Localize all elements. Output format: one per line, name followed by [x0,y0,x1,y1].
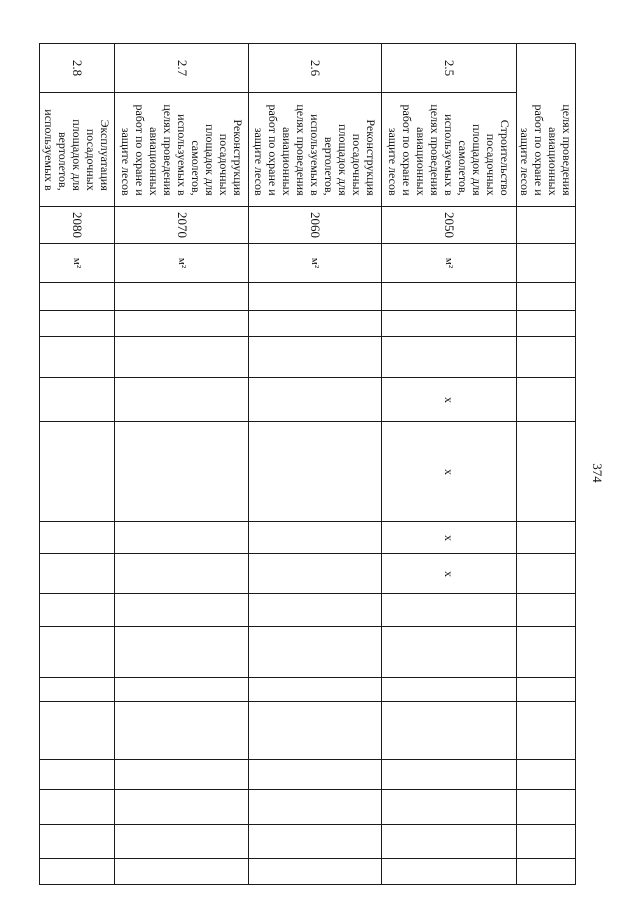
row-description [42,109,112,190]
row-code-cell [40,207,114,243]
row-code: 2060 [308,212,323,238]
row-description [386,104,512,195]
desc-line: защите лесов [386,127,400,196]
column-rule [39,593,576,594]
column-rule [39,282,576,283]
row-description-cell [382,93,516,206]
header-line: защите лесов [518,127,532,196]
column-rule [39,626,576,627]
desc-line: вертолетов, [322,136,336,196]
desc-line: площадок для [202,123,217,196]
column-rule [39,789,576,790]
column-rule [39,677,576,678]
row-unit-cell [382,244,516,282]
row-code: 2050 [442,212,457,238]
mark-x: х [442,570,456,577]
desc-line: используемых в [174,113,189,196]
row-description-cell [40,93,114,206]
column-rule [39,824,576,825]
column-rule [39,336,576,337]
row-unit: м² [309,257,321,269]
desc-line: целях проведения [294,103,308,196]
row-number: 2.7 [174,59,190,77]
row-number-cell [382,44,516,92]
mark-cell [382,422,516,521]
row-description [119,104,245,195]
desc-line: вертолетов, [56,131,70,191]
desc-line: Эксплуатация [98,119,112,191]
mark-cell [382,378,516,421]
row-description-cell [249,93,381,206]
desc-line: целях проведения [428,103,442,196]
row-number-cell [115,44,248,92]
row-unit: м² [71,257,83,269]
row-code: 2070 [174,212,190,238]
mark-cell [382,554,516,593]
header-line: целях проведения [560,103,574,196]
desc-line: самолетов, [188,139,203,196]
row-code: 2080 [70,212,85,238]
desc-line: площадок для [336,123,350,196]
row-unit-cell [40,244,114,282]
desc-line: посадочных [350,133,364,196]
page-number-text: 374 [590,463,605,483]
row-description-cell [115,93,248,206]
desc-line: авиационных [280,126,294,196]
mark-x: х [442,468,456,475]
desc-line: Строительство [498,119,512,196]
row-code-cell [382,207,516,243]
column-rule [39,858,576,859]
desc-line: работ по охране и [266,103,280,196]
desc-line: целях проведения [160,103,175,196]
table-right-border [575,43,576,885]
desc-line: посадочных [484,133,498,196]
desc-line: защите лесов [118,127,133,196]
header-line: авиационных [546,126,560,196]
desc-line: используемых в [42,108,56,191]
desc-line: самолетов, [456,139,470,196]
desc-line: площадок для [470,123,484,196]
row-number: 2.6 [308,59,323,77]
desc-line: работ по охране и [400,103,414,196]
row-unit: м² [175,257,188,269]
row-number: 2.5 [442,59,457,77]
header-line: работ по охране и [532,103,546,196]
row-unit-cell [115,244,248,282]
row-code-cell [115,207,248,243]
table-bottom-border [39,884,576,885]
row-code-cell [249,207,381,243]
desc-line: используемых в [308,113,322,196]
mark-x: х [442,396,456,403]
desc-line: площадок для [70,118,84,191]
column-rule [39,701,576,702]
desc-line: посадочных [216,133,231,196]
desc-line: посадочных [84,128,98,191]
mark-x: х [442,534,456,541]
row-description [252,104,378,195]
header-row-description [517,93,575,206]
column-rule [39,310,576,311]
desc-line: работ по охране и [132,103,147,196]
header-row-text [518,104,574,195]
desc-line: используемых в [442,113,456,196]
row-number-cell [249,44,381,92]
mark-cell [382,522,516,553]
desc-line: защите лесов [252,127,266,196]
column-rule [39,759,576,760]
row-number: 2.8 [70,59,85,77]
desc-line: Реконструкция [364,118,378,196]
desc-line: Реконструкция [230,118,245,196]
desc-line: авиационных [146,126,161,196]
row-unit-cell [249,244,381,282]
row-unit: м² [443,257,455,269]
row-number-cell [40,44,114,92]
desc-line: авиационных [414,126,428,196]
